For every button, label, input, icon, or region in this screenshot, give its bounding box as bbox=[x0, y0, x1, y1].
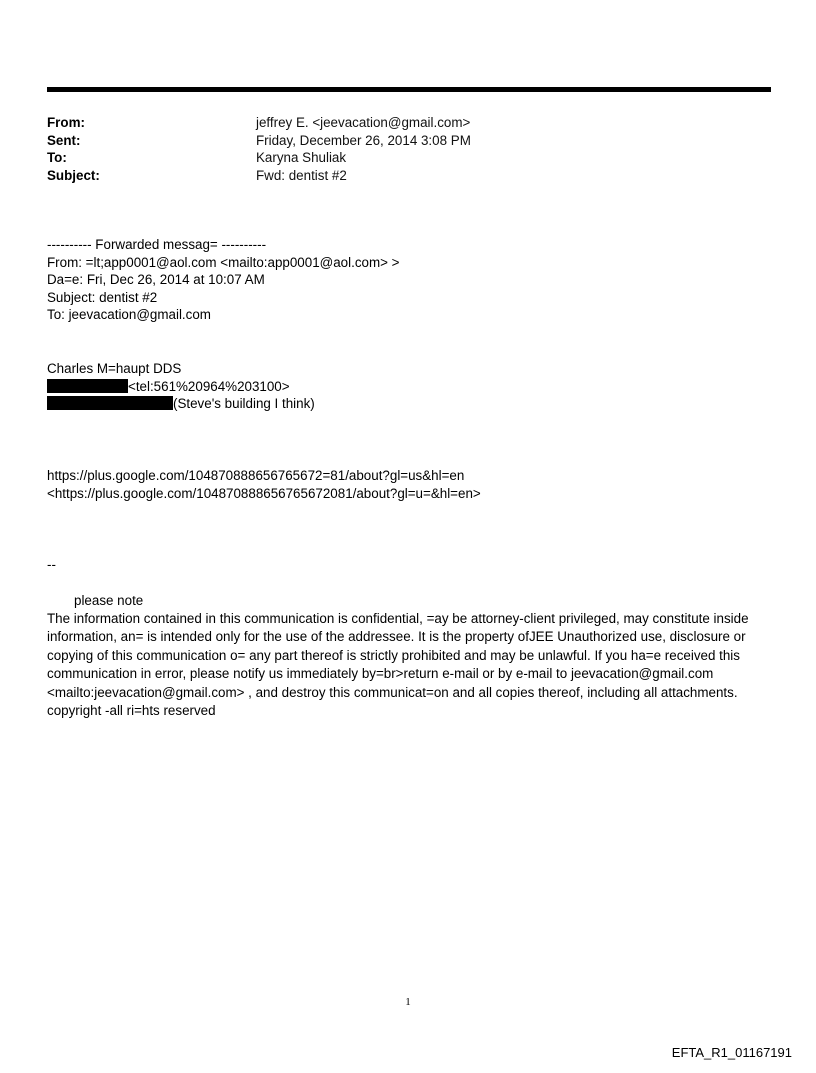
forwarded-header bbox=[47, 236, 771, 324]
please-note: please note bbox=[74, 593, 144, 608]
to-label: To: bbox=[47, 150, 67, 165]
subject-row bbox=[47, 167, 771, 185]
redaction-bar bbox=[47, 379, 128, 393]
from-row bbox=[47, 114, 771, 132]
to-row bbox=[47, 149, 771, 167]
contact-block bbox=[47, 360, 771, 413]
confidentiality-disclaimer: The information contained in this communication is confidential, =ay be attorney-client privileged, may constitute inside information, an= is intended only for the use of the addressee. It is the property ofJEE Unauthorized use, disclosure or copying of this communication o= any part thereof is strictly prohibited and may be unlawful. If you ha=e received this communication in error, please notify us immediately by=br>return e-mail or by e-mail to jeevacation@gmail.com <mailto:jeevacation@gmail.com> , and destroy this communicat=on and all copies thereof, including all attachments. copyright -all ri=hts reserved bbox=[47, 611, 749, 719]
subject-value: Fwd: dentist #2 bbox=[256, 167, 347, 183]
contact-phone: <tel:561%20964%203100> bbox=[128, 378, 290, 394]
forwarded-from: From: =lt;app0001@aol.com <mailto:app0001@aol.com> > bbox=[47, 254, 400, 270]
forwarded-divider: ---------- Forwarded messag= ---------- bbox=[47, 237, 267, 252]
sent-value: Friday, December 26, 2014 3:08 PM bbox=[256, 132, 471, 148]
page-number: 1 bbox=[405, 996, 411, 1008]
from-value: jeffrey E. <jeevacation@gmail.com> bbox=[256, 115, 471, 130]
contact-name: Charles M=haupt DDS bbox=[47, 361, 182, 376]
from-label: From: bbox=[47, 115, 85, 130]
redaction-bar bbox=[47, 396, 173, 410]
sent-row bbox=[47, 132, 771, 150]
sent-label: Sent: bbox=[47, 132, 81, 148]
links-block bbox=[47, 467, 771, 502]
contact-phone-line bbox=[47, 378, 771, 396]
google-plus-link[interactable]: https://plus.google.com/104870888656765672=81/about?gl=us&hl=en bbox=[47, 468, 465, 483]
forwarded-subject: Subject: dentist #2 bbox=[47, 289, 158, 305]
signature-dashes: -- bbox=[47, 557, 56, 572]
header-rule bbox=[47, 87, 771, 92]
forwarded-date: Da=e: Fri, Dec 26, 2014 at 10:07 AM bbox=[47, 272, 265, 287]
to-value: Karyna Shuliak bbox=[256, 150, 347, 165]
google-plus-link-bracketed[interactable]: <https://plus.google.com/104870888656765672081/about?gl=u=&hl=en> bbox=[47, 485, 481, 501]
contact-building: (Steve's building I think) bbox=[173, 396, 315, 411]
bates-number: EFTA_R1_01167191 bbox=[671, 1045, 792, 1060]
forwarded-to: To: jeevacation@gmail.com bbox=[47, 307, 211, 322]
contact-address-line bbox=[47, 395, 771, 413]
email-header bbox=[47, 114, 771, 184]
subject-label: Subject: bbox=[47, 167, 100, 183]
